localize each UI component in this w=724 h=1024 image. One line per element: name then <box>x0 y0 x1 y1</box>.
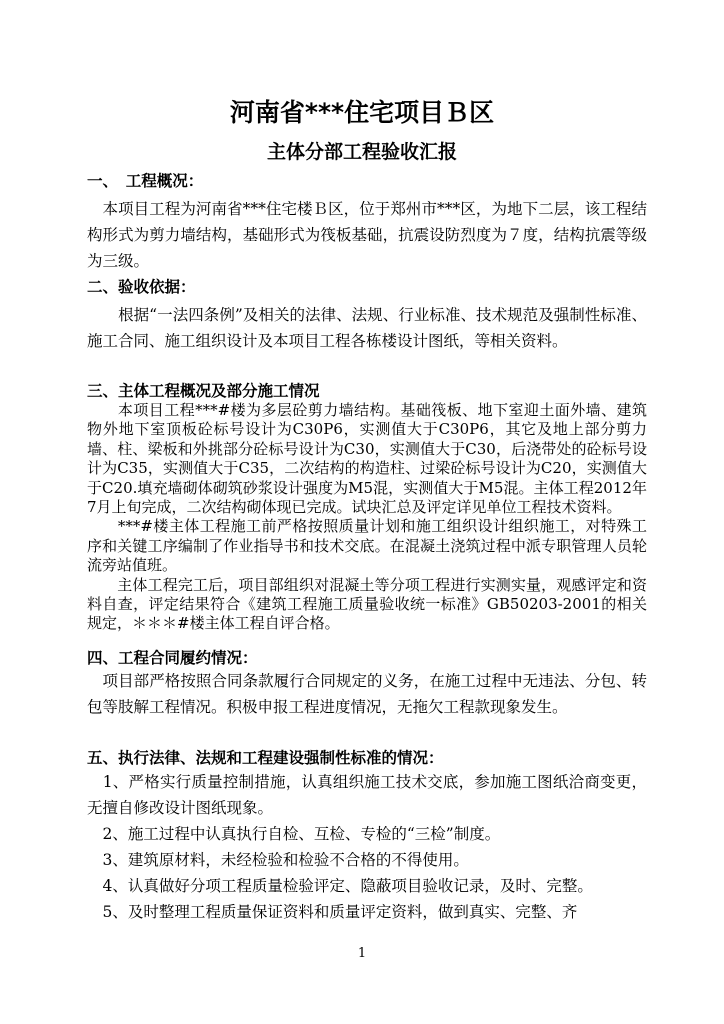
section-paragraph: 本项目工程***#楼为多层砼剪力墙结构。基础筏板、地下室迎土面外墙、建筑物外地下室顶板砼标号设计为C30P6，实测值大于C30P6，其它及地上部分剪力墙、柱、梁板和外挑部分砼标号设计为C30，实测值大于C30，后浇带处的砼标号设计为C35，实测值大于C35，二次结构的构造柱、过梁砼标号设计为C20，实测值大于C20.填充墙砌体砌筑砂浆设计强度为M5混，实测值大于M5混。主体工程2012年7月上旬完成，二次结构砌体现已完成。试块汇总及评定详见单位工程技术资料。 <box>87 401 647 517</box>
page-number: 1 <box>357 946 367 961</box>
document-title: 河南省***住宅项目Ｂ区 <box>229 98 495 127</box>
section-paragraph: 根据“一法四条例”及相关的法律、法规、行业标准、技术规范及强制性标准、施工合同、施工组织设计及本项目工程各栋楼设计图纸，等相关资料。 <box>87 306 647 350</box>
section-heading-2: 二、验收依据： <box>87 278 196 296</box>
list-item: 5、及时整理工程质量保证资料和质量评定资料，做到真实、完整、齐 <box>87 903 578 921</box>
section-heading-3: 三、主体工程概况及部分施工情况 <box>87 382 320 400</box>
section-paragraph: ***#楼主体工程施工前严格按照质量计划和施工组织设计组织施工，对特殊工序和关键工序编制了作业指导书和技术交底。在混凝土浇筑过程中派专职管理人员轮流旁站值班。 <box>87 517 647 575</box>
section-paragraph-group <box>87 769 647 925</box>
section-paragraph: 项目部严格按照合同条款履行合同规定的义务，在施工过程中无违法、分包、转包等肢解工程情况。积极申报工程进度情况，无拖欠工程款现象发生。 <box>87 672 647 716</box>
document-subtitle: 主体分部工程验收汇报 <box>266 141 457 163</box>
section-heading-5: 五、执行法律、法规和工程建设强制性标准的情况： <box>87 749 444 767</box>
section-heading-1: 一、 工程概况： <box>87 172 204 190</box>
list-item: 1、严格实行质量控制措施，认真组织施工技术交底，参加施工图纸洽商变更，无擅自修改设计图纸现象。 <box>87 773 647 817</box>
list-item: 2、施工过程中认真执行自检、互检、专检的“三检”制度。 <box>87 825 501 843</box>
list-item: 4、认真做好分项工程质量检验评定、隐蔽项目验收记录，及时、完整。 <box>87 877 593 895</box>
section-heading-4: 四、工程合同履约情况： <box>87 649 258 667</box>
section-paragraph-group <box>87 401 647 634</box>
section-paragraph: 主体工程完工后，项目部组织对混凝土等分项工程进行实测实量，观感评定和资料自查，评定结果符合《建筑工程施工质量验收统一标准》GB50203-2001的相关规定，＊＊＊#楼主体工程自评合格。 <box>87 575 647 633</box>
section-paragraph: 本项目工程为河南省***住宅楼Ｂ区，位于郑州市***区，为地下二层，该工程结构形式为剪力墙结构，基础形式为筏板基础，抗震设防烈度为７度，结构抗震等级为三级。 <box>87 200 647 270</box>
list-item: 3、建筑原材料，未经检验和检验不合格的不得使用。 <box>87 851 469 869</box>
